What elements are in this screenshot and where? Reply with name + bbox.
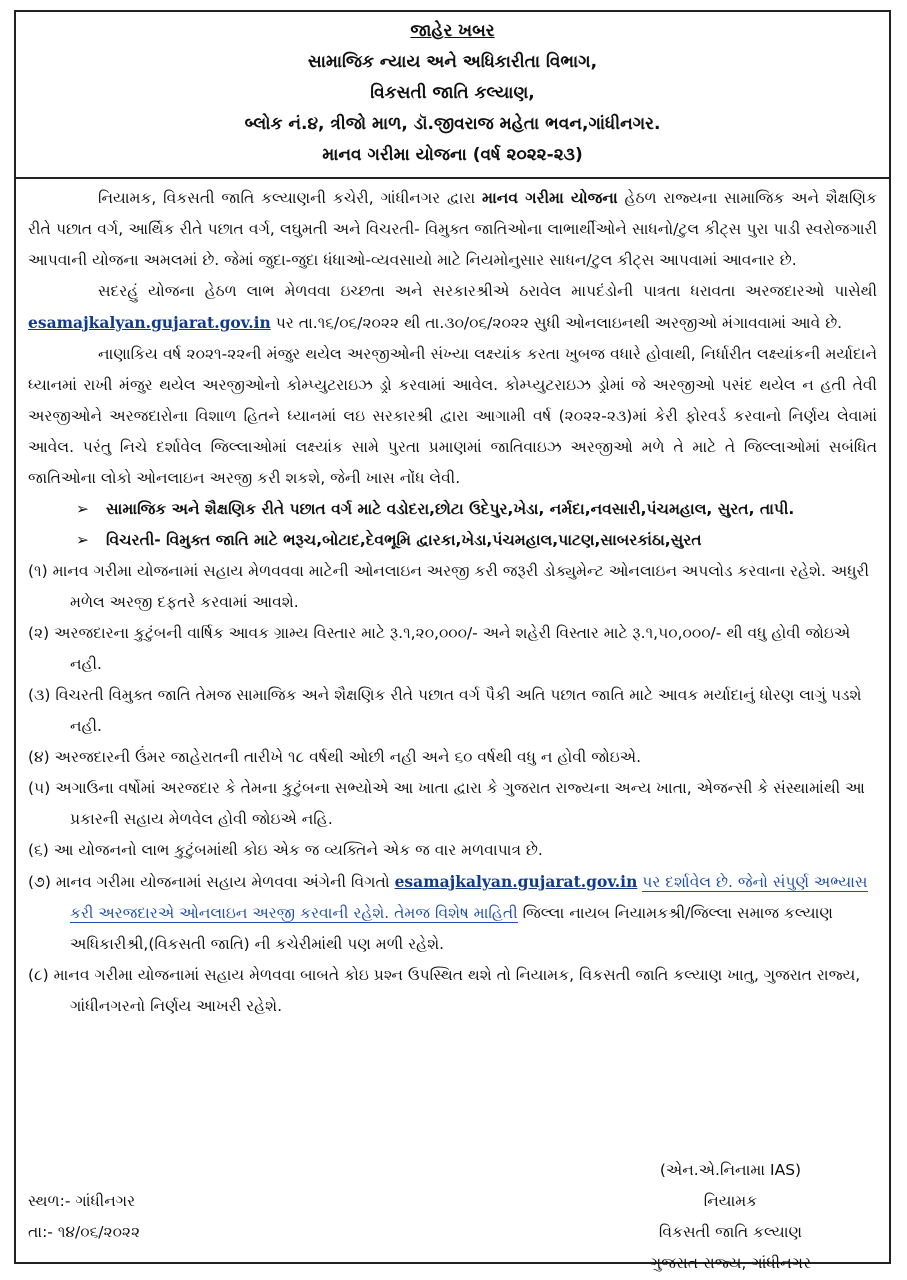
condition-text: આ યોજનનો લાભ કુટુંબમાંથી કોઇ એક જ વ્યક્તિને એક જ વાર મળવાપાત્ર છે.: [53, 841, 543, 859]
notice-heading-text: જાહેર ખબર: [410, 21, 495, 41]
bullet-text-nomadic: વિચરતી- વિમુક્ત જાતિ માટે ભરૂચ,બોટાદ,દેવભૂમિ દ્વારકા,ખેડા,પંચમહાલ,પાટણ,સાબરકાંઠા,સુરત: [106, 531, 702, 549]
paragraph-application-a: સદરહું યોજના હેઠળ લાભ મેળવવા ઇચ્છતા અને સરકારશ્રીએ ઠરાવેલ માપદંડોની પાત્રતા ધરાવતા અરજદારઓ પાસેથી: [98, 282, 877, 300]
condition-number: (૧): [28, 562, 48, 580]
office-name: વિકસતી જાતિ કલ્યાણ,: [370, 83, 535, 103]
signature-block: [650, 1155, 811, 1279]
paragraph-intro-a: નિયામક, વિકસતી જાતિ કલ્યાણની કચેરી, ગાંધીનગર દ્વારા: [98, 189, 483, 207]
signatory-title: નિયામક: [703, 1192, 758, 1210]
signatory-name: (એન.એ.નિનામા IAS): [659, 1161, 802, 1179]
paragraph-application-b: પર તા.૧૬/૦૬/૨૦૨૨ થી તા.૩૦/૦૬/૨૦૨૨ સુધી ઓનલાઇનથી અરજીઓ મંગાવવામાં આવે છે.: [270, 314, 843, 332]
arrow-bullet-icon: ➢: [76, 531, 89, 549]
paragraph-intro-b: હેઠળ રાજ્યના સામાજિક અને શૈક્ષણિક રીતે પછાત વર્ગ, આર્થિક રીતે પછાત વર્ગ, લઘુમતી અને વિચરતી- વિમુક્ત જાતિઓના લાભાર્થીઓને સાધનો/ટુલ કીટ્સ પુરા પાડી સ્વરોજગારી આપવાની યોજના અમલમાં છે. જેમાં જુદા-જુદા ધંધાઓ-વ્યવસાયો માટે નિયમોનુસાર સાધન/ટુલ કીટ્સ આપવામાં આવનાર છે.: [28, 189, 877, 269]
condition-text: માનવ ગરીમા યોજનામાં સહાય મેળવવવા માટેની ઓનલાઇન અરજી કરી જરૂરી ડોક્યુમેન્ટ ઓનલાઇન અપલોડ કરવાના રહેશે. અધુરી મળેલ અરજી દફતરે કરવામાં આવશે.: [52, 562, 869, 611]
arrow-bullet-icon: ➢: [76, 500, 89, 518]
condition-item-final: [28, 960, 877, 1022]
condition-text: અરજદારના કુટુંબની વાર્ષિક આવક ગ્રામ્ય વિસ્તાર માટે રૂ.૧,૨૦,૦૦૦/- અને શહેરી વિસ્તાર માટે રૂ.૧,૫૦,૦૦૦/- થી વધુ હોવી જોઇએ નહી.: [54, 624, 851, 673]
notice-body: [16, 179, 889, 1022]
bullet-text-sebc: સામાજિક અને શૈક્ષણિક રીતે પછાત વર્ગ માટે વડોદરા,છોટા ઉદેપુર,ખેડા, નર્મદા,નવસારી,પંચમહાલ, સુરત, તાપી.: [106, 500, 795, 518]
condition-text: વિચરતી વિમુક્ત જાતિ તેમજ સામાજિક અને શૈક્ષણિક રીતે પછાત વર્ગ પૈકી અતિ પછાત જાતિ માટે આવક મર્યાદાનું ધોરણ લાગું પડશે નહી.: [55, 686, 862, 735]
bullet-item: [28, 494, 877, 525]
condition-item: [28, 742, 877, 773]
condition-text: માનવ ગરીમા યોજનામાં સહાય મેળવવા બાબતે કોઇ પ્રશ્ન ઉપસ્થિત થશે તો નિયામક, વિકસતી જાતિ કલ્યાણ ખાતુ, ગુજરાત રાજ્ય, ગાંધીનગરનો નિર્ણય આખરી રહેશે.: [53, 966, 861, 1015]
notice-heading: [16, 16, 889, 47]
condition-number: (૬): [28, 841, 49, 859]
scheme-title: માનવ ગરીમા યોજના (વર્ષ ૨૦૨૨-૨૩): [322, 145, 583, 165]
department-name: સામાજિક ન્યાય અને અધિકારીતા વિભાગ,: [307, 52, 598, 72]
date-line: તા:- ૧૪/૦૬/૨૦૨૨: [28, 1223, 141, 1241]
office-address: બ્લોક નં.૪, ત્રીજો માળ, ડૉ.જીવરાજ મહેતા ભવન,ગાંધીનગર.: [244, 114, 661, 134]
condition-text: માનવ ગરીમા યોજનામાં સહાય મેળવવા અંગેની વિગતો: [55, 873, 395, 891]
scheme-name-bold: માનવ ગરીમા યોજના: [482, 189, 618, 207]
place-line: સ્થળ:- ગાંધીનગર: [28, 1192, 136, 1210]
portal-link-details[interactable]: esamajkalyan.gujarat.gov.in: [394, 872, 638, 891]
condition-item: [28, 556, 877, 618]
paragraph-intro: [28, 183, 877, 276]
condition-text: અગાઉના વર્ષોમાં અરજદાર કે તેમના કુટુંબના સભ્યોએ આ ખાતા દ્વારા કે ગુજરાત રાજ્યના અન્ય ખાતા, એજન્સી કે સંસ્થામાંથી આ પ્રકારની સહાય મેળવેલ હોવી જોઇએ નહિ.: [55, 779, 865, 828]
paragraph-carry-forward: નાણાકિય વર્ષ ૨૦૨૧-૨૨ની મંજુર થયેલ અરજીઓની સંખ્યા લક્ષ્યાંક કરતા ખુબજ વધારે હોવાથી, નિર્ધારીત લક્ષ્યાંકની મર્યાદાને ધ્યાનમાં રાખી મંજુર થયેલ અરજીઓનો કોમ્પ્યુટરાઇઝ ડ્રો કરવામાં આવેલ. કોમ્પ્યુટરાઇઝ ડ્રોમાં જે અરજીઓ પસંદ થયેલ ન હતી તેવી અરજીઓને અરજદારોના વિશાળ હિતને ધ્યાનમાં લઇ સરકારશ્રી દ્વારા આગામી વર્ષ (૨૦૨૨-૨૩)માં કેરી ફોરવર્ડ કરવાનો નિર્ણય લેવામાં આવેલ. પરંતુ નિચે દર્શાવેલ જિલ્લાઓમાં લક્ષ્યાંક સામે પુરતા પ્રમાણમાં જાતિવાઇઝ અરજીઓ મળે તે માટે તે જિલ્લાઓમાં સબંધિત જાતિઓના લોકો ઓનલાઇન અરજી કરી શકશે, જેની ખાસ નોંધ લેવી.: [28, 345, 877, 487]
condition-item: [28, 680, 877, 742]
notice-header: [16, 12, 889, 179]
bullet-item: [28, 525, 877, 556]
condition-number: (૪): [28, 748, 50, 766]
condition-text: અરજદારની ઉંમર જાહેરાતની તારીખે ૧૮ વર્ષથી ઓછી નહી અને ૬૦ વર્ષથી વધુ ન હોવી જોઇએ.: [54, 748, 642, 766]
condition-item: [28, 618, 877, 680]
signatory-place: ગુજરાત રાજ્ય, ગાંધીનગર: [649, 1254, 811, 1272]
condition-number: (૩): [28, 686, 51, 704]
signatory-department: વિકસતી જાતિ કલ્યાણ: [658, 1223, 803, 1241]
condition-item-details: [28, 866, 877, 960]
portal-link[interactable]: esamajkalyan.gujarat.gov.in: [28, 313, 271, 332]
condition-number: (૫): [28, 779, 51, 797]
paragraph-application: [28, 276, 877, 339]
condition-item: [28, 835, 877, 866]
condition-number: (૮): [28, 966, 49, 984]
highlighted-text: પર દર્શાવેલ છે. જેનો સંપુર્ણ અભ્યાસ કરી અરજદારએ ઓનલાઇન અરજી કરવાની રહેશે. તેમજ વિશેષ માહિતી: [70, 873, 868, 922]
condition-text: જિલ્લા નાયબ નિયામકશ્રી/જિલ્લા સમાજ કલ્યાણ અધિકારીશ્રી,(વિકસતી જાતિ) ની કચેરીમાંથી પણ મળી રહેશે.: [70, 904, 833, 953]
condition-item: [28, 773, 877, 835]
condition-number: (૨): [28, 624, 50, 642]
notice-frame: [14, 10, 891, 1272]
condition-number: (૭): [28, 873, 51, 891]
